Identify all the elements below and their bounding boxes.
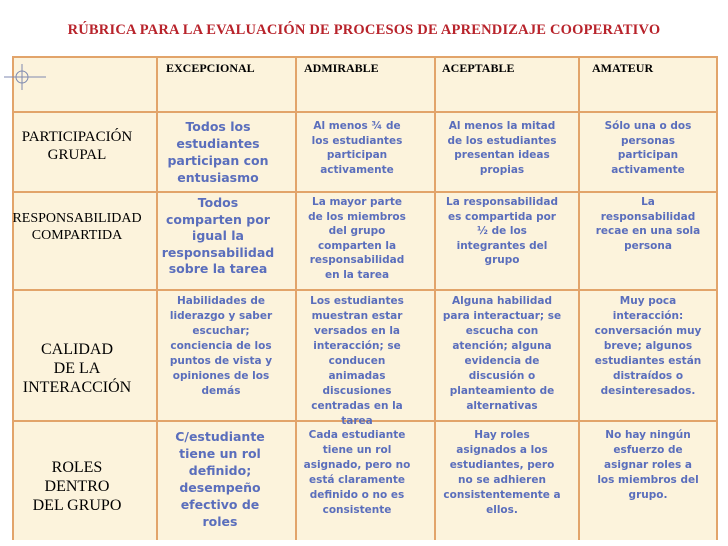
cell-responsabilidad-excepcional: Todos comparten por igual la responsabilidad sobre la tarea bbox=[161, 195, 275, 276]
criterion-roles: ROLES DENTRO DEL GRUPO bbox=[32, 459, 122, 514]
column-divider bbox=[434, 56, 436, 540]
cell-calidad-aceptable: Alguna habilidad para interactuar; se escucha con atención; alguna evidencia de discusión o planteamiento de alternativas bbox=[442, 295, 562, 412]
criterion-calidad: CALIDAD DE LA INTERACCIÓN bbox=[22, 341, 132, 396]
cell-participacion-aceptable: Al menos la mitad de los estudiantes presentan ideas propias bbox=[447, 120, 557, 176]
cell-participacion-amateur: Sólo una o dos personas participan activamente bbox=[604, 120, 692, 176]
row-divider bbox=[12, 289, 718, 291]
cell-roles-excepcional: C/estudiante tiene un rol definido; desempeño efectivo de roles bbox=[175, 429, 265, 529]
row-divider bbox=[12, 111, 718, 113]
table-border-top bbox=[12, 56, 718, 58]
cell-roles-amateur: No hay ningún esfuerzo de asignar roles a los miembros del grupo. bbox=[597, 429, 699, 501]
criterion-responsabilidad: RESPONSABILIDAD COMPARTIDA bbox=[12, 211, 142, 243]
column-header-excepcional: EXCEPCIONAL bbox=[166, 61, 255, 75]
rubric-title: RÚBRICA PARA LA EVALUACIÓN DE PROCESOS DE APRENDIZAJE COOPERATIVO bbox=[67, 22, 661, 38]
cell-roles-aceptable: Hay roles asignados a los estudiantes, pero no se adhieren consistentemente a ellos. bbox=[443, 429, 561, 516]
crosshair-icon bbox=[4, 64, 46, 90]
cell-participacion-excepcional: Todos los estudiantes participan con entusiasmo bbox=[167, 119, 269, 185]
column-header-admirable: ADMIRABLE bbox=[304, 61, 379, 75]
column-divider bbox=[156, 56, 158, 540]
column-header-amateur: AMATEUR bbox=[592, 61, 654, 75]
table-border-right bbox=[716, 56, 718, 540]
cell-responsabilidad-aceptable: La responsabilidad es compartida por ½ de los integrantes del grupo bbox=[446, 196, 558, 266]
cell-calidad-amateur: Muy poca interacción: conversación muy breve; algunos estudiantes están distraídos o desinteresados. bbox=[594, 295, 702, 397]
cell-calidad-excepcional: Habilidades de liderazgo y saber escuchar; conciencia de los puntos de vista y opiniones de los demás bbox=[169, 295, 273, 397]
cell-calidad-admirable: Los estudiantes muestran estar versados en la interacción; se conducen animadas discusiones centradas en la tarea bbox=[310, 295, 404, 427]
column-divider bbox=[578, 56, 580, 540]
cell-roles-admirable: Cada estudiante tiene un rol asignado, pero no está claramente definido o no es consistente bbox=[303, 429, 411, 516]
cell-participacion-admirable: Al menos ¾ de los estudiantes participan activamente bbox=[311, 120, 403, 176]
criterion-participacion: PARTICIPACIÓN GRUPAL bbox=[21, 129, 133, 163]
column-divider bbox=[295, 56, 297, 540]
row-divider bbox=[12, 191, 718, 193]
cell-responsabilidad-amateur: La responsabilidad recae en una sola persona bbox=[595, 196, 701, 252]
cell-responsabilidad-admirable: La mayor parte de los miembros del grupo comparten la responsabilidad en la tarea bbox=[308, 196, 406, 281]
column-header-aceptable: ACEPTABLE bbox=[442, 61, 515, 75]
